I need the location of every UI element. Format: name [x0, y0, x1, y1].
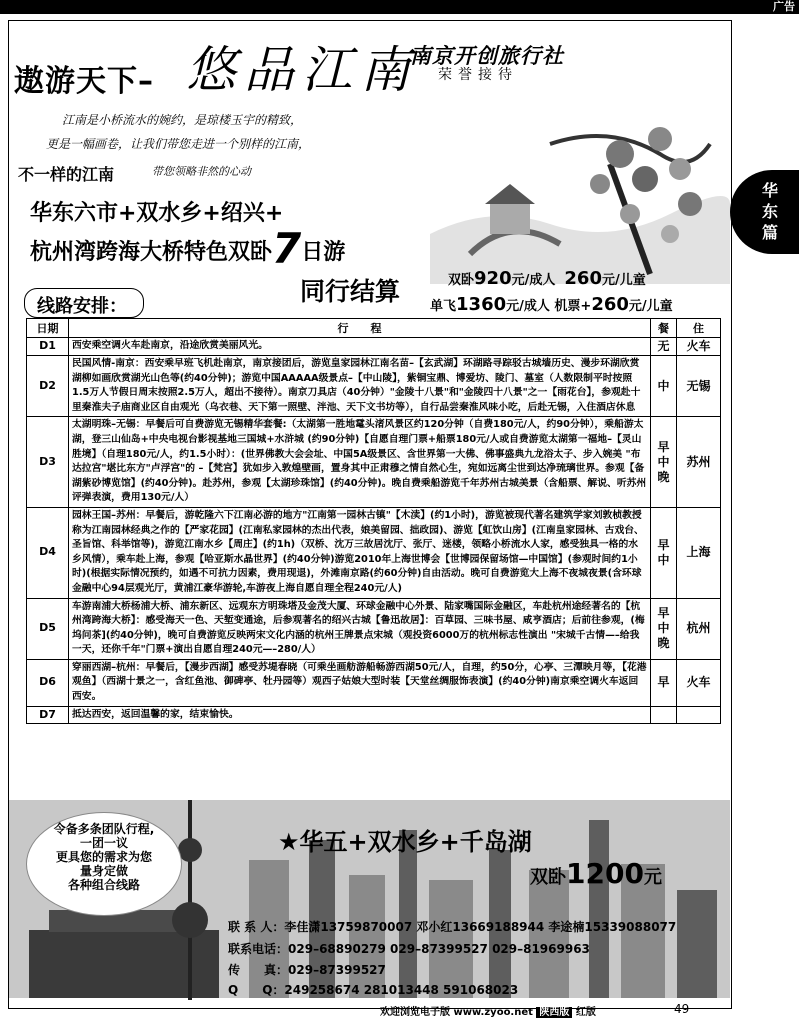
footer	[380, 1003, 596, 1018]
itinerary-table	[26, 318, 721, 724]
row-stay: 无锡	[677, 356, 721, 417]
subtitle-line-2	[30, 224, 345, 273]
price-df-child: 260	[591, 294, 629, 315]
row-stay: 火车	[677, 659, 721, 706]
subtitle-line-1: 华东六市+双水乡+绍兴+	[30, 201, 284, 226]
table-row	[27, 507, 721, 598]
subtitle-days: 7	[272, 224, 302, 273]
header-day: 日期	[27, 319, 69, 338]
headline: 遨游天下–	[14, 64, 154, 99]
contact-person-values: 李佳潇13759870007 邓小红13669188944 李途楠15339088077	[284, 920, 677, 934]
company-slogan: 荣誉接待	[438, 67, 518, 83]
footer-edition-box: 陕西版	[536, 1007, 572, 1018]
table-row	[27, 706, 721, 724]
contact-fax-value: 029–87399527	[288, 963, 386, 977]
subtitle-line-2-pre: 杭州湾跨海大桥特色双卧	[30, 240, 273, 265]
intro-line-2: 更是一幅画卷，让我们带您走进一个别样的江南，	[46, 137, 311, 151]
row-day: D3	[27, 417, 69, 508]
price-df-child-unit: 元/儿童	[628, 299, 673, 314]
route-label-box	[24, 288, 144, 318]
row-stay: 火车	[677, 338, 721, 356]
header-meal: 餐	[651, 319, 677, 338]
row-stay: 苏州	[677, 417, 721, 508]
brush-title: 悠品江南	[186, 41, 418, 99]
side-tab	[730, 170, 799, 254]
table-row	[27, 659, 721, 706]
row-day: D2	[27, 356, 69, 417]
company-name: 南京开创旅行社	[410, 44, 564, 68]
intro-diff-suffix: 带您领略非然的心动	[152, 165, 251, 178]
price-dw-adult-unit: 元/成人	[511, 273, 556, 288]
top-bar	[0, 0, 799, 14]
contact-tels	[228, 940, 590, 957]
footer-welcome: 欢迎浏览电子版 www.zyoo.net	[380, 1007, 533, 1018]
footer-edition: 红版	[575, 1007, 596, 1018]
contact-fax-label: 传 真：	[228, 963, 289, 977]
bubble-line-1: 令备多条团队行程,	[53, 822, 155, 836]
row-stay	[677, 706, 721, 724]
row-day: D1	[27, 338, 69, 356]
route-label: 线路安排：	[37, 296, 127, 317]
contact-person-label: 联 系 人：	[228, 920, 285, 934]
bubble-line-3: 更具您的需求为您	[55, 850, 152, 864]
ad-label: 广告	[773, 0, 795, 13]
row-itinerary: 民国风情-南京：西安乘早班飞机赴南京，南京接团后，游览皇家园林江南名苗–【玄武湖】环湖路寻踪驳古城墙历史、漫步环湖欣赏湖柳如画欣赏湖光山色等(约40分钟)；游览中国AAAAA级景点–【中山陵】，紫铜宝鼎、博爱坊、陵门、墓室（人数限制平时按照1.5万人节假日周末按照2.5万人，超出不接待）。南京刀具店（40分钟）"金陵十八景"和"金陵四十八景"之一【雨花台】，参观赴十里秦淮夫子庙商业区自由观光（乌衣巷、天下第一照壁、泮池、天下文书坊等），自行品尝秦淮风味小吃，后赴无锡，入住酒店休息	[69, 356, 651, 417]
contact-qq-label: Q Q：	[228, 983, 285, 997]
package-price-unit: 元	[643, 867, 662, 888]
row-itinerary: 太湖明珠–无锡：早餐后可自费游览无锡精华套餐:（太湖第一胜地鼋头渚风景区约120分钟（自费180元/人，约90分钟），乘船游太湖，登三山仙岛+中央电视台影视基地三国城+水浒城 (约90分钟)【自愿自理门票+船票180元/人或自费游览太湖第一福地–【灵山胜境】（自理180元/人，约1.5小时）：(世界佛教大会会址、中国5A级景区、含世界第一大佛、佛事盛典九龙浴太子、步入婉美 "布达拉宫"堪比东方"卢浮宫"的 –【梵宫】犹如步入敦煌壁画，置身其中正肃穆之情自然心生，宛如远离尘世到达净琉璃世界。参观【备湖紫砂博览馆】(约40分钟)。赴苏州，参观【太湖珍珠馆】(约40分钟)。晚自费乘船游览千年苏州古城美景（含船票、解说、听苏州评弹表演，费用130元/人）	[69, 417, 651, 508]
header-stay: 住	[677, 319, 721, 338]
price-df-label: 单飞	[430, 299, 457, 314]
intro-line-1: 江南是小桥流水的婉约，是琼楼玉宇的精致，	[62, 113, 303, 127]
contact-persons	[228, 918, 676, 935]
table-row	[27, 356, 721, 417]
price-dw-adult: 920	[474, 268, 512, 289]
contact-tel-values: 029–68890279 029–87399527 029–81969963	[288, 942, 590, 956]
page-number: 49	[674, 1002, 690, 1016]
row-itinerary: 抵达西安，返回温馨的家，结束愉快。	[69, 706, 651, 724]
contact-tel-label: 联系电话：	[228, 942, 289, 956]
bubble-line-4: 量身定做	[79, 864, 128, 878]
row-meal: 早	[651, 659, 677, 706]
header-itinerary: 行 程	[69, 319, 651, 338]
package-price-value: 1200	[566, 857, 644, 890]
scenery-illustration	[430, 84, 730, 284]
row-stay: 杭州	[677, 598, 721, 659]
row-meal	[651, 706, 677, 724]
table-row	[27, 338, 721, 356]
row-day: D4	[27, 507, 69, 598]
table-row	[27, 598, 721, 659]
row-stay: 上海	[677, 507, 721, 598]
contact-fax	[228, 961, 386, 978]
bubble-line-5: 各种组合线路	[67, 878, 140, 892]
row-day: D5	[27, 598, 69, 659]
row-meal: 无	[651, 338, 677, 356]
row-itinerary: 西安乘空调火车赴南京，沿途欣赏美丽风光。	[69, 338, 651, 356]
price-df-ticket: 机票+	[554, 299, 592, 314]
price-line-shuangwo	[448, 268, 646, 289]
price-dw-child-unit: 元/儿童	[601, 273, 646, 288]
row-meal: 早 中 晚	[651, 417, 677, 508]
row-itinerary: 穿丽西湖–杭州：早餐后，【漫步西湖】感受苏堤春晓（可乘坐画舫游船畅游西湖50元/人，自理，约50分，心亭、三潭映月等，【花港观鱼】（西湖十景之一，含红鱼池、御碑亭、牡丹园等）观西子姑娘大型时装【天堂丝绸服饰表演】(约40分钟)南京乘空调火车返回西安。	[69, 659, 651, 706]
price-df-adult: 1360	[456, 294, 507, 315]
price-dw-child: 260	[564, 268, 602, 289]
row-meal: 早 中	[651, 507, 677, 598]
price-dw-label: 双卧	[448, 273, 475, 288]
contact-qq-values: 249258674 281013448 591068023	[284, 983, 519, 997]
subtitle-line-2-post: 日游	[301, 240, 346, 265]
contact-qq	[228, 981, 518, 998]
row-itinerary: 园林王国–苏州：早餐后，游乾隆六下江南必游的地方"江南第一园林古镇"【木渎】(约1小时)，游览被现代著名建筑学家刘敦桢教授称为江南园林经典之作的【严家花园】(江南私家园林的杰出代表，娘美留园、拙政园)、游览【虹饮山房】(江南皇家园林、古戏台、圣旨馆、科举馆等)，游览江南水乡【周庄】(约1h)（双桥、沈万三故居沈厅、张厅、迷楼，领略小桥流水人家，感受独具一格的水乡风情），乘车赴上海，参观【哈亚斯水晶世界】(约40分钟)游览2010年上海世博会【世博园保留场馆—中国馆】(参观时间约1小时)(根据实际情况预约，如遇不可抗力因素，费用现退)，外滩南京路(约60分钟)自由活动。晚可自费游览大上海不夜城夜景(含环球金融中心94层观光厅，黄浦江豪华游轮,车游夜上海自愿自理全程240元/人)	[69, 507, 651, 598]
row-day: D6	[27, 659, 69, 706]
table-row	[27, 417, 721, 508]
intro-diff-prefix: 不一样的江南	[18, 165, 115, 184]
table-header-row	[27, 319, 721, 338]
package-price-label: 双卧	[530, 867, 566, 888]
price-line-danfei	[430, 294, 673, 315]
package-price	[530, 857, 662, 890]
package-title: ★华五+双水乡+千岛湖	[278, 828, 532, 856]
bubble-line-2: 一团一议	[79, 836, 128, 850]
row-itinerary: 车游南浦大桥杨浦大桥、浦东新区、远观东方明珠塔及金茂大厦、环球金融中心外景、陆家嘴国际金融区，车赴杭州途经著名的【杭州湾跨海大桥】：感受海天一色、天堑变通途，后参观著名的绍兴古城【鲁迅故居】：百草园、三味书屋、咸亨酒店；后前往参观，(梅坞问茶](约40分钟)，晚可自费游览反映两宋文化内涵的杭州王牌景点宋城（观投资6000万的杭州标志性演出 "宋城千古情—–给我一天，还你千年"门票+演出自愿自理240元—–280/人）	[69, 598, 651, 659]
row-meal: 中	[651, 356, 677, 417]
side-tab-label: 华东篇	[761, 181, 778, 242]
row-day: D7	[27, 706, 69, 724]
row-meal: 早 中 晚	[651, 598, 677, 659]
price-df-adult-unit: 元/成人	[506, 299, 550, 314]
tonghang-label: 同行结算	[300, 277, 401, 306]
custom-tour-bubble	[26, 812, 182, 916]
